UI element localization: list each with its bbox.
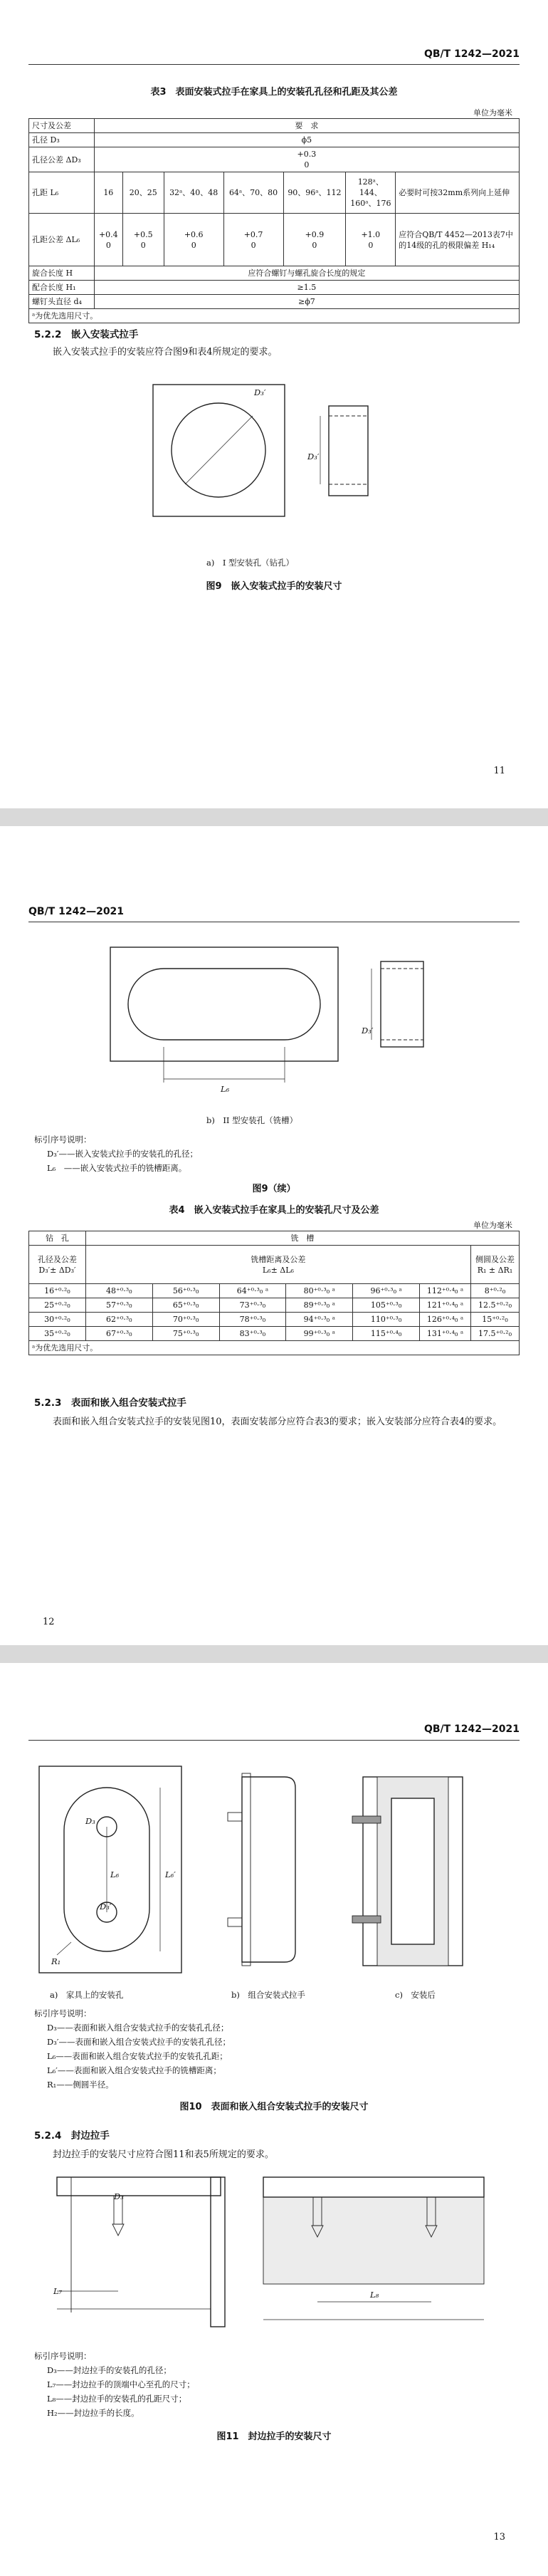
table-row	[29, 281, 520, 295]
table-cell	[164, 214, 223, 266]
label-l6: L₆	[110, 1870, 120, 1879]
tol-upper: +0.7	[243, 229, 263, 239]
panel-outline	[153, 385, 285, 516]
side-view	[381, 961, 423, 1047]
table-row	[29, 1231, 520, 1246]
table-row	[29, 309, 520, 323]
table-cell: 57⁺⁰·³₀	[85, 1298, 152, 1313]
tol-lower: 0	[304, 160, 310, 170]
tol-lower: 0	[105, 240, 111, 250]
table-row	[29, 295, 520, 309]
page-11	[0, 0, 548, 808]
table-cell: 121⁺⁰·⁴₀ ᵃ	[420, 1298, 471, 1313]
table-row	[29, 214, 520, 266]
table-footnote: ᵃ为优先选用尺寸。	[29, 309, 520, 323]
table-cell: 99⁺⁰·³₀ ᵃ	[286, 1327, 353, 1341]
figure-11-drawing	[43, 2170, 505, 2341]
table-cell: 56⁺⁰·³₀	[152, 1284, 219, 1298]
legend-item: R₁——侧圆半径。	[47, 2080, 114, 2090]
tol-lower: 0	[368, 240, 374, 250]
label-r1: R₁	[51, 1956, 61, 1966]
legend-title: 标引序号说明：	[34, 2008, 92, 2018]
table-cell: 35⁺⁰·²₀	[29, 1327, 86, 1341]
table-cell: ϕ5	[94, 133, 519, 147]
table-cell: 90、96ᵃ、112	[283, 172, 346, 214]
tol-upper: +1.0	[361, 229, 381, 239]
header-line: 侧圆及公差	[475, 1254, 515, 1264]
section-heading-5-2-2: 5.2.2 嵌入安装式拉手	[34, 329, 139, 340]
table-cell: 62⁺⁰·³₀	[85, 1313, 152, 1327]
table-cell: 110⁺⁰·³₀	[353, 1313, 420, 1327]
label-d3: D₃	[114, 2191, 124, 2201]
table-cell	[122, 214, 164, 266]
screw	[352, 1916, 381, 1923]
table-row	[29, 147, 520, 172]
legend-item: D₃′——嵌入安装式拉手的安装孔的孔径；	[47, 1149, 198, 1159]
table-cell	[283, 214, 346, 266]
figure-11-title: 图11 封边拉手的安装尺寸	[216, 2431, 332, 2442]
table-row	[29, 1298, 520, 1313]
row-label: 孔径 D₃	[29, 133, 95, 147]
tol-upper: +0.9	[305, 229, 325, 239]
section-5-2-4-text: 封边拉手的安装尺寸应符合图11和表5所规定的要求。	[53, 2149, 274, 2160]
table-cell: 105⁺⁰·³₀	[353, 1298, 420, 1313]
table-cell	[346, 214, 396, 266]
screw-stud	[228, 1918, 242, 1926]
standard-code: QB/T 1242—2021	[423, 1724, 520, 1735]
legend-item: D₃′——表面和嵌入组合安装式拉手的安装孔孔径；	[47, 2037, 231, 2047]
figure-9a-drawing	[142, 370, 399, 584]
table-header	[29, 1246, 86, 1284]
section-heading-5-2-4: 5.2.4 封边拉手	[34, 2130, 110, 2142]
page-12	[0, 826, 548, 1645]
legend-item: D₃——表面和嵌入组合安装式拉手的安装孔孔径；	[47, 2023, 229, 2033]
table-cell: 32ᵃ、40、48	[164, 172, 223, 214]
header-line: L₆± ΔL₆	[262, 1265, 294, 1275]
table-cell: 20、25	[122, 172, 164, 214]
diameter-line	[185, 416, 253, 484]
edge-handle-top	[57, 2177, 221, 2196]
tol-upper: +0.4	[98, 229, 118, 239]
table-cell	[94, 214, 122, 266]
table-cell: 15⁺⁰·²₀	[470, 1313, 519, 1327]
table-cell: 64ᵃ、70、80	[223, 172, 283, 214]
table-cell: 17.5⁺⁰·²₀	[470, 1327, 519, 1341]
figure-10b-caption: b) 组合安装式拉手	[231, 1990, 305, 2000]
row-label: 孔距 L₆	[29, 172, 95, 214]
edge-handle-lip	[211, 2177, 225, 2327]
label-d3-prime: D₃′	[362, 1026, 374, 1036]
side-view	[329, 406, 368, 496]
table-row	[29, 133, 520, 147]
edge-handle-strip	[263, 2177, 484, 2197]
screw-stud	[228, 1813, 242, 1821]
table-cell: 115⁺⁰·⁴₀	[353, 1327, 420, 1341]
table-header	[470, 1246, 519, 1284]
table-cell: 67⁺⁰·³₀	[85, 1327, 152, 1341]
table-cell: 65⁺⁰·³₀	[152, 1298, 219, 1313]
legend-title: 标引序号说明：	[34, 2351, 92, 2361]
figure-10-drawing	[28, 1756, 520, 1983]
table-footnote: ᵃ为优先选用尺寸。	[29, 1341, 520, 1355]
table-row	[29, 1341, 520, 1355]
section-5-2-3-text: 表面和嵌入组合安装式拉手的安装见图10，表面安装部分应符合表3的要求；嵌入安装部分应符合表4的要求。	[53, 1417, 502, 1427]
page-number: 13	[493, 2532, 505, 2543]
tol-lower: 0	[140, 240, 146, 250]
legend-item: L₈——封边拉手的安装孔的孔距尺寸；	[47, 2394, 187, 2404]
screw	[352, 1816, 381, 1823]
table-cell: 96⁺⁰·³₀ ᵃ	[353, 1284, 420, 1298]
figure-9b-caption: b) II 型安装孔（铣槽）	[206, 1115, 298, 1125]
header-rule	[28, 1740, 520, 1741]
table-cell: 128ᵃ、144、160ᵃ、176	[346, 172, 396, 214]
header-line: 孔径及公差	[37, 1254, 77, 1264]
table4	[28, 1231, 520, 1355]
table-cell: 16⁺⁰·²₀	[29, 1284, 86, 1298]
page-number: 12	[43, 1617, 55, 1627]
legend-item: D₃——封边拉手的安装孔的孔径；	[47, 2365, 172, 2375]
table-cell: 25⁺⁰·²₀	[29, 1298, 86, 1313]
row-label: 螺钉头直径 d₄	[29, 295, 95, 309]
tol-lower: 0	[312, 240, 317, 250]
standard-code: QB/T 1242—2021	[28, 906, 125, 917]
table-cell	[94, 147, 519, 172]
handle-body	[242, 1777, 295, 1962]
table3	[28, 118, 520, 323]
header-line: D₃′± ΔD₃′	[38, 1265, 76, 1275]
label-d3-prime-side: D₃′	[307, 452, 320, 462]
label-l6-prime: L₆′	[165, 1870, 176, 1879]
milled-slot	[128, 969, 320, 1040]
table-cell: 78⁺⁰·³₀	[219, 1313, 286, 1327]
table-header: 铣 槽	[85, 1231, 519, 1246]
table-note: 应符合QB/T 4452—2013表7中的14级的孔的极限偏差 H₁₄	[396, 214, 520, 266]
label-d3: D₃	[85, 1816, 95, 1826]
figure-9-cont-title: 图9（续）	[252, 1184, 296, 1194]
table-row	[29, 266, 520, 281]
table-row	[29, 119, 520, 133]
tol-upper: +0.5	[133, 229, 153, 239]
table-row	[29, 1284, 520, 1298]
label-d3-prime: D₃′	[254, 387, 266, 397]
table4-unit: 单位为毫米	[473, 1221, 512, 1230]
legend-title: 标引序号说明：	[34, 1135, 92, 1144]
table-cell: 80⁺⁰·³₀ ᵃ	[286, 1284, 353, 1298]
legend-item: L₆——表面和嵌入组合安装式拉手的安装孔孔距；	[47, 2051, 228, 2061]
section-5-2-2-text: 嵌入安装式拉手的安装应符合图9和表4所规定的要求。	[53, 347, 278, 358]
figure-10-title: 图10 表面和嵌入组合安装式拉手的安装尺寸	[179, 2102, 369, 2112]
table-cell: 64⁺⁰·³₀ ᵃ	[219, 1284, 286, 1298]
label-l6: L₆	[221, 1084, 230, 1094]
table-note: 必要时可按32mm系列向上延伸	[396, 172, 520, 214]
page-13	[0, 1663, 548, 2576]
table-row	[29, 172, 520, 214]
label-l7: L₇	[53, 2286, 63, 2296]
tol-lower: 0	[191, 240, 196, 250]
legend-item: L₆′——表面和嵌入组合安装式拉手的铣槽距离；	[47, 2065, 221, 2075]
table-cell: 12.5⁺⁰·²₀	[470, 1298, 519, 1313]
table-cell: 48⁺⁰·³₀	[85, 1284, 152, 1298]
row-label: 孔距公差 ΔL₆	[29, 214, 95, 266]
table-row	[29, 1246, 520, 1284]
legend-item: H₂——封边拉手的长度。	[47, 2408, 139, 2418]
table3-title: 表3 表面安装式拉手在家具上的安装孔孔径和孔距及其公差	[150, 87, 398, 98]
legend-item: L₇——封边拉手的顶端中心至孔的尺寸；	[47, 2379, 195, 2389]
table-cell: 89⁺⁰·³₀ ᵃ	[286, 1298, 353, 1313]
table-cell: 30⁺⁰·²₀	[29, 1313, 86, 1327]
table-cell: 112⁺⁰·⁴₀ ᵃ	[420, 1284, 471, 1298]
table-cell: 16	[94, 172, 122, 214]
table4-title: 表4 嵌入安装式拉手在家具上的安装孔尺寸及公差	[169, 1205, 379, 1216]
radius-leader	[57, 1942, 71, 1955]
standard-code: QB/T 1242—2021	[423, 48, 520, 60]
table-cell: 83⁺⁰·³₀	[219, 1327, 286, 1341]
handle-flange	[242, 1773, 251, 1966]
figure-9b-drawing	[100, 940, 470, 1104]
table-cell: 应符合螺钉与螺孔旋合长度的规定	[94, 266, 519, 281]
header-line: R₁ ± ΔR₁	[477, 1265, 513, 1275]
table-row	[29, 1327, 520, 1341]
handle-installed	[391, 1798, 434, 1944]
tol-upper: +0.3	[297, 150, 317, 159]
table3-unit: 单位为毫米	[473, 108, 512, 118]
row-label: 旋合长度 H	[29, 266, 95, 281]
table-header: 钻 孔	[29, 1231, 86, 1246]
figure-10c-caption: c) 安装后	[395, 1990, 436, 2000]
table-cell: 131⁺⁰·⁴₀ ᵃ	[420, 1327, 471, 1341]
figure-10a-caption: a) 家具上的安装孔	[50, 1990, 124, 2000]
table-cell	[223, 214, 283, 266]
table-row	[29, 1313, 520, 1327]
table-header	[85, 1246, 470, 1284]
figure-9a-caption: a) I 型安装孔（钻孔）	[206, 558, 295, 568]
table-cell: 8⁺⁰·²₀	[470, 1284, 519, 1298]
screw-tip	[112, 2224, 124, 2236]
row-label: 孔径公差 ΔD₃	[29, 147, 95, 172]
panel-outline	[110, 947, 338, 1061]
legend-item: L₆ ——嵌入安装式拉手的铣槽距离。	[47, 1163, 187, 1173]
label-d3-prime: D₃′	[100, 1902, 112, 1912]
table-cell: ≥1.5	[94, 281, 519, 295]
table-cell: 75⁺⁰·³₀	[152, 1327, 219, 1341]
table-cell: 73⁺⁰·³₀	[219, 1298, 286, 1313]
header-line: 铣槽距离及公差	[251, 1254, 306, 1264]
tol-lower: 0	[251, 240, 256, 250]
table-cell: 126⁺⁰·⁴₀ ᵃ	[420, 1313, 471, 1327]
table-cell: 70⁺⁰·³₀	[152, 1313, 219, 1327]
section-heading-5-2-3: 5.2.3 表面和嵌入组合安装式拉手	[34, 1397, 186, 1409]
page-number: 11	[493, 766, 505, 776]
table-header: 要 求	[94, 119, 519, 133]
table-header: 尺寸及公差	[29, 119, 95, 133]
figure-9-title: 图9 嵌入安装式拉手的安装尺寸	[206, 581, 342, 592]
row-label: 配合长度 H₁	[29, 281, 95, 295]
table-cell: 94⁺⁰·³₀ ᵃ	[286, 1313, 353, 1327]
tol-upper: +0.6	[184, 229, 204, 239]
header-rule	[28, 64, 520, 65]
label-l8: L₈	[370, 2290, 379, 2300]
table-cell: ≥ϕ7	[94, 295, 519, 309]
